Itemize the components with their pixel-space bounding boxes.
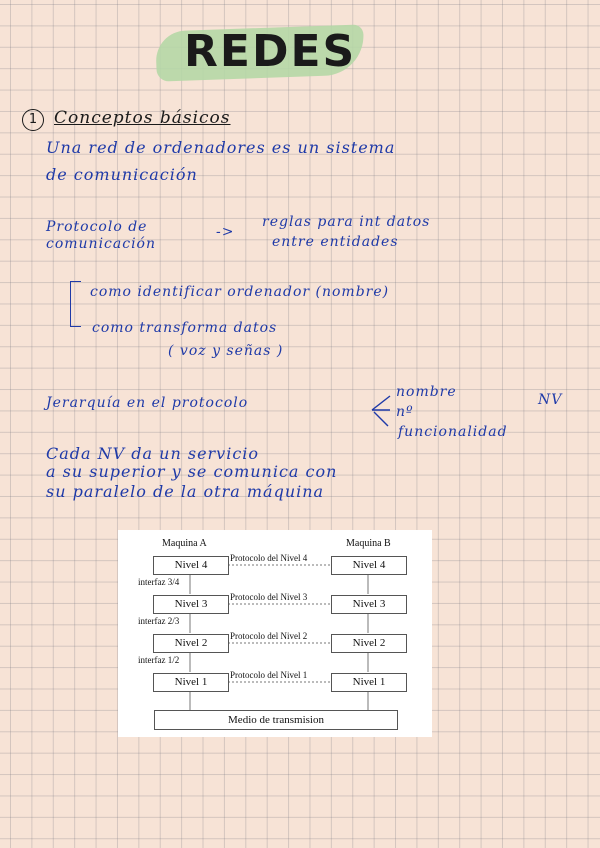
transmission-medium: Medio de transmision xyxy=(154,710,398,730)
protocol-level-1: Protocolo del Nivel 1 xyxy=(230,670,308,680)
machine-a-level-2: Nivel 2 xyxy=(153,634,229,653)
protocol-arrow: -> xyxy=(216,224,235,240)
machine-a-label: Maquina A xyxy=(162,538,207,549)
interface-3-4: interfaz 3/4 xyxy=(138,577,180,587)
machine-a-level-4: Nivel 4 xyxy=(153,556,229,575)
protocol-desc-line-1: reglas para int datos xyxy=(262,214,431,230)
machine-b-level-3: Nivel 3 xyxy=(331,595,407,614)
interface-2-3: interfaz 2/3 xyxy=(138,616,180,626)
protocol-term-line-2: comunicación xyxy=(46,236,157,252)
note-line-3: su paralelo de la otra máquina xyxy=(46,482,325,501)
osi-layers-diagram xyxy=(118,530,432,737)
machine-b-level-4: Nivel 4 xyxy=(331,556,407,575)
section-number: 1 xyxy=(22,109,44,131)
protocol-level-2: Protocolo del Nivel 2 xyxy=(230,631,308,641)
protocol-term-line-1: Protocolo de xyxy=(46,219,148,235)
machine-a-level-3: Nivel 3 xyxy=(153,595,229,614)
hierarchy-option-funcionalidad: funcionalidad xyxy=(398,424,508,440)
machine-b-level-1: Nivel 1 xyxy=(331,673,407,692)
hierarchy-option-numero: nº xyxy=(396,404,414,420)
protocol-level-3: Protocolo del Nivel 3 xyxy=(230,592,308,602)
hierarchy-option-nombre: nombre xyxy=(396,384,457,400)
note-line-1: Cada NV da un servicio xyxy=(46,444,260,463)
hierarchy-label: Jerarquía en el protocolo xyxy=(46,395,249,411)
machine-a-level-1: Nivel 1 xyxy=(153,673,229,692)
machine-b-label: Maquina B xyxy=(346,538,391,549)
interface-1-2: interfaz 1/2 xyxy=(138,655,180,665)
note-line-2: a su superior y se comunica con xyxy=(46,462,338,481)
definition-line-2: de comunicación xyxy=(46,165,198,184)
list-bracket xyxy=(70,281,81,327)
protocol-level-4: Protocolo del Nivel 4 xyxy=(230,553,308,563)
machine-b-level-2: Nivel 2 xyxy=(331,634,407,653)
hierarchy-branch-lines xyxy=(370,388,392,438)
definition-line-1: Una red de ordenadores es un sistema xyxy=(46,138,396,157)
protocol-desc-line-2: entre entidades xyxy=(272,234,399,250)
protocol-item-2-sub: ( voz y señas ) xyxy=(168,343,284,359)
protocol-item-1: como identificar ordenador (nombre) xyxy=(90,284,390,300)
protocol-item-2: como transforma datos xyxy=(92,320,278,336)
section-title: Conceptos básicos xyxy=(54,108,231,128)
hierarchy-tag: NV xyxy=(538,392,563,408)
page-title: REDES xyxy=(184,26,357,77)
